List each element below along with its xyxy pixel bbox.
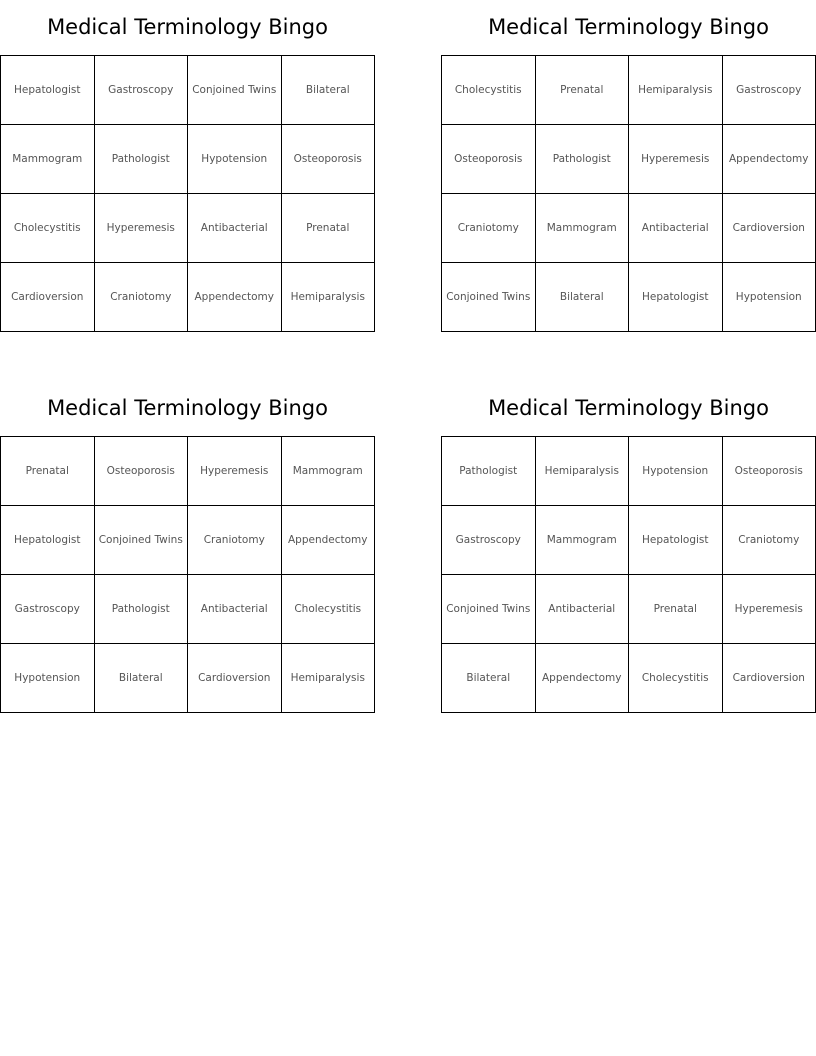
bingo-cell: Conjoined Twins [442, 575, 536, 644]
bingo-cell: Hyperemesis [722, 575, 816, 644]
bingo-cell: Hypotension [188, 125, 282, 194]
bingo-grid [0, 55, 375, 332]
grid-row [442, 194, 816, 263]
bingo-cell: Craniotomy [442, 194, 536, 263]
card-title: Medical Terminology Bingo [488, 396, 769, 420]
bingo-cell: Mammogram [281, 437, 375, 506]
bingo-cell: Pathologist [442, 437, 536, 506]
bingo-cell: Mammogram [1, 125, 95, 194]
bingo-cell: Cardioversion [1, 263, 95, 332]
bingo-cell: Mammogram [535, 194, 629, 263]
bingo-cell: Hyperemesis [629, 125, 723, 194]
bingo-cell: Gastroscopy [1, 575, 95, 644]
bingo-cell: Osteoporosis [281, 125, 375, 194]
bingo-cell: Hyperemesis [94, 194, 188, 263]
bingo-cell: Craniotomy [722, 506, 816, 575]
bingo-cell: Pathologist [94, 125, 188, 194]
bingo-cell: Bilateral [442, 644, 536, 713]
bingo-cell: Gastroscopy [94, 56, 188, 125]
grid-row [1, 644, 375, 713]
bingo-cell: Hepatologist [1, 506, 95, 575]
bingo-cell: Gastroscopy [442, 506, 536, 575]
bingo-grid [441, 436, 816, 713]
bingo-cell: Pathologist [94, 575, 188, 644]
bingo-cell: Bilateral [281, 56, 375, 125]
card-title: Medical Terminology Bingo [47, 396, 328, 420]
bingo-card-1 [0, 0, 375, 332]
bingo-cell: Antibacterial [188, 194, 282, 263]
bingo-cell: Appendectomy [535, 644, 629, 713]
bingo-cell: Hypotension [722, 263, 816, 332]
bingo-cell: Mammogram [535, 506, 629, 575]
bingo-cell: Appendectomy [281, 506, 375, 575]
bingo-cell: Hemiparalysis [629, 56, 723, 125]
bingo-card-4 [441, 381, 816, 713]
bingo-cell: Appendectomy [188, 263, 282, 332]
bingo-cell: Osteoporosis [94, 437, 188, 506]
bingo-cell: Cholecystitis [442, 56, 536, 125]
bingo-cell: Antibacterial [188, 575, 282, 644]
grid-row [442, 56, 816, 125]
bingo-cell: Hepatologist [629, 263, 723, 332]
bingo-cell: Cardioversion [722, 644, 816, 713]
grid-row [442, 437, 816, 506]
bingo-cell: Hemiparalysis [281, 644, 375, 713]
card-title: Medical Terminology Bingo [47, 15, 328, 39]
bingo-cell: Hepatologist [629, 506, 723, 575]
bingo-cell: Hypotension [629, 437, 723, 506]
bingo-cell: Prenatal [535, 56, 629, 125]
bingo-cell: Craniotomy [188, 506, 282, 575]
grid-row [1, 575, 375, 644]
bingo-cell: Hemiparalysis [281, 263, 375, 332]
bingo-cell: Prenatal [281, 194, 375, 263]
grid-row [1, 56, 375, 125]
bingo-cell: Conjoined Twins [94, 506, 188, 575]
card-title: Medical Terminology Bingo [488, 15, 769, 39]
bingo-cell: Pathologist [535, 125, 629, 194]
grid-row [1, 506, 375, 575]
bingo-cell: Bilateral [535, 263, 629, 332]
bingo-cell: Osteoporosis [722, 437, 816, 506]
grid-row [442, 125, 816, 194]
bingo-cell: Conjoined Twins [442, 263, 536, 332]
grid-row [1, 194, 375, 263]
bingo-cell: Bilateral [94, 644, 188, 713]
grid-row [442, 644, 816, 713]
bingo-cell: Prenatal [1, 437, 95, 506]
bingo-cell: Hypotension [1, 644, 95, 713]
bingo-card-3 [0, 381, 375, 713]
bingo-cell: Osteoporosis [442, 125, 536, 194]
bingo-cell: Cholecystitis [1, 194, 95, 263]
bingo-cell: Hyperemesis [188, 437, 282, 506]
bingo-cell: Appendectomy [722, 125, 816, 194]
bingo-cell: Cardioversion [722, 194, 816, 263]
grid-row [442, 575, 816, 644]
bingo-grid [441, 55, 816, 332]
bingo-cell: Conjoined Twins [188, 56, 282, 125]
bingo-cell: Antibacterial [629, 194, 723, 263]
bingo-cell: Hemiparalysis [535, 437, 629, 506]
bingo-cell: Hepatologist [1, 56, 95, 125]
bingo-cell: Cholecystitis [281, 575, 375, 644]
bingo-cell: Prenatal [629, 575, 723, 644]
grid-row [1, 437, 375, 506]
bingo-cell: Cardioversion [188, 644, 282, 713]
grid-row [1, 263, 375, 332]
grid-row [442, 263, 816, 332]
bingo-cell: Gastroscopy [722, 56, 816, 125]
bingo-cell: Cholecystitis [629, 644, 723, 713]
grid-row [442, 506, 816, 575]
bingo-card-2 [441, 0, 816, 332]
bingo-grid [0, 436, 375, 713]
grid-row [1, 125, 375, 194]
bingo-cell: Antibacterial [535, 575, 629, 644]
bingo-cell: Craniotomy [94, 263, 188, 332]
